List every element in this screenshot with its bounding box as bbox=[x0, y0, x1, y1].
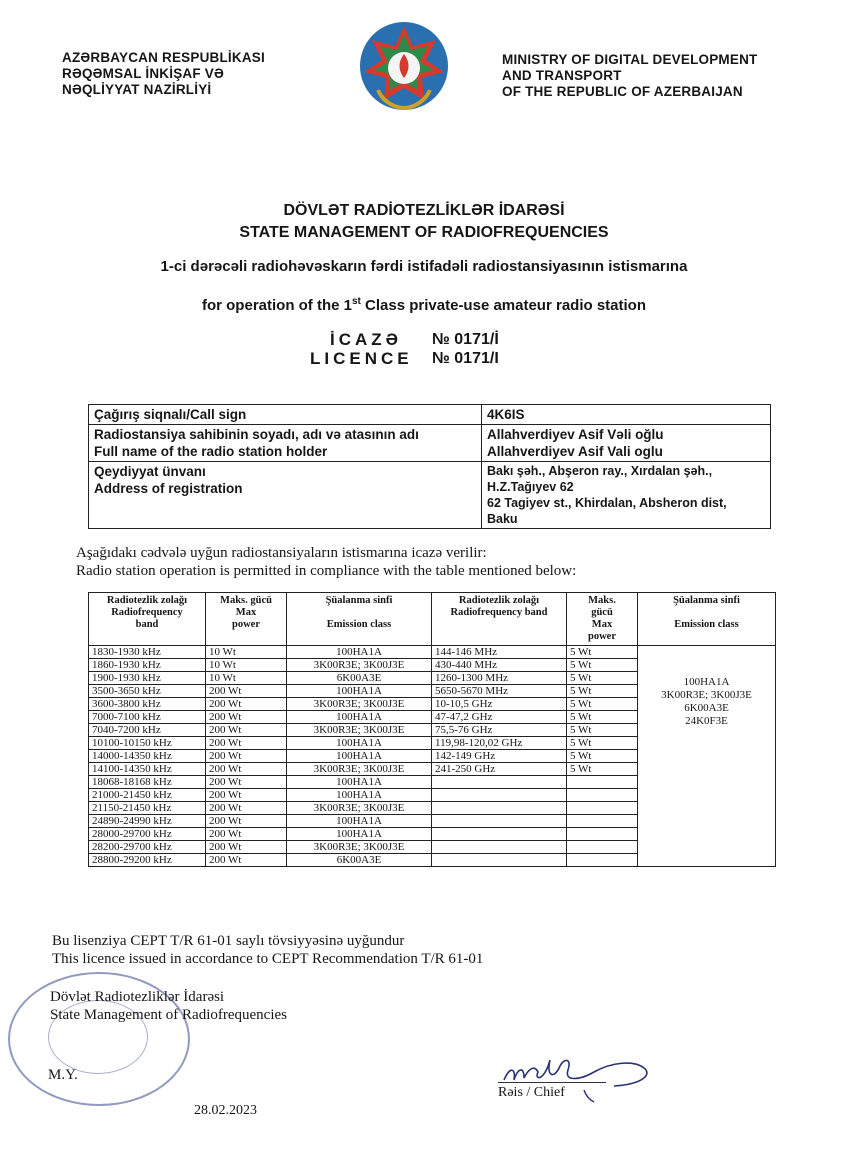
address-line-4: Baku bbox=[487, 512, 518, 526]
hf-power-cell: 200 Wt bbox=[206, 711, 287, 724]
hf-band-cell: 3600-3800 kHz bbox=[89, 698, 206, 711]
vhf-emission-line: 6K00A3E bbox=[684, 702, 729, 714]
holder-name-row bbox=[89, 425, 771, 462]
state-emblem-icon bbox=[358, 20, 450, 112]
vhf-power-cell: 5 Wt bbox=[567, 672, 638, 685]
vhf-power-cell: 5 Wt bbox=[567, 646, 638, 659]
footer-org-en: State Management of Radiofrequencies bbox=[50, 1007, 287, 1023]
hf-power-cell: 200 Wt bbox=[206, 854, 287, 867]
hf-band-cell: 7000-7100 kHz bbox=[89, 711, 206, 724]
col-power2-line-4: power bbox=[588, 631, 616, 642]
vhf-power-cell-empty bbox=[567, 828, 638, 841]
col-power2-line-1: Maks. bbox=[588, 595, 616, 606]
hf-band-cell: 24890-24990 kHz bbox=[89, 815, 206, 828]
hf-power-cell: 200 Wt bbox=[206, 763, 287, 776]
col-band-line-2: Radiofrequency bbox=[111, 607, 183, 618]
vhf-power-cell-empty bbox=[567, 815, 638, 828]
hf-emission-cell: 100HA1A bbox=[287, 646, 432, 659]
hf-emission-cell: 100HA1A bbox=[287, 750, 432, 763]
licence-word-en: LICENCE bbox=[310, 349, 413, 368]
hf-power-cell: 200 Wt bbox=[206, 828, 287, 841]
footer-org bbox=[50, 988, 287, 1024]
hf-emission-cell: 100HA1A bbox=[287, 776, 432, 789]
hf-power-cell: 200 Wt bbox=[206, 841, 287, 854]
vhf-band-cell-empty bbox=[432, 789, 567, 802]
hf-band-cell: 1860-1930 kHz bbox=[89, 659, 206, 672]
cept-note bbox=[52, 932, 483, 968]
hf-band-cell: 28800-29200 kHz bbox=[89, 854, 206, 867]
permission-text bbox=[76, 544, 576, 580]
licence-number-en: № 0171/I bbox=[432, 350, 499, 367]
col-power2-line-3: Max bbox=[591, 619, 613, 630]
hf-power-cell: 200 Wt bbox=[206, 750, 287, 763]
hf-power-cell: 200 Wt bbox=[206, 737, 287, 750]
address-label-en: Address of registration bbox=[94, 481, 243, 496]
col-emission2-en: Emission class bbox=[674, 619, 739, 630]
vhf-emission-line: 3K00R3E; 3K00J3E bbox=[661, 689, 752, 701]
vhf-power-cell: 5 Wt bbox=[567, 685, 638, 698]
holder-name-label bbox=[89, 425, 482, 462]
table-row bbox=[89, 646, 776, 659]
licence-word-az: İCAZƏ bbox=[330, 330, 403, 349]
hf-emission-cell: 3K00R3E; 3K00J3E bbox=[287, 724, 432, 737]
address-value bbox=[482, 462, 771, 529]
hf-band-cell: 28200-29700 kHz bbox=[89, 841, 206, 854]
vhf-power-cell-empty bbox=[567, 776, 638, 789]
footer-org-az: Dövlət Radiotezliklər İdarəsi bbox=[50, 989, 225, 1005]
seal-place-mark: M.Y. bbox=[48, 1067, 78, 1083]
address-line-1: Bakı şəh., Abşeron ray., Xırdalan şəh., bbox=[487, 464, 713, 478]
address-label bbox=[89, 462, 482, 529]
hf-band-cell: 14100-14350 kHz bbox=[89, 763, 206, 776]
col-power2 bbox=[567, 593, 638, 646]
address-label-az: Qeydiyyat ünvanı bbox=[94, 464, 206, 479]
col-band2 bbox=[432, 593, 567, 646]
hf-band-cell: 1900-1930 kHz bbox=[89, 672, 206, 685]
col-band2-line-2: Radiofrequency band bbox=[450, 607, 548, 618]
header-left-line-1: AZƏRBAYCAN RESPUBLİKASI bbox=[62, 50, 265, 65]
vhf-band-cell-empty bbox=[432, 854, 567, 867]
hf-power-cell: 200 Wt bbox=[206, 685, 287, 698]
purpose-en-sup: st bbox=[351, 296, 361, 307]
vhf-power-cell-empty bbox=[567, 789, 638, 802]
vhf-band-cell-empty bbox=[432, 776, 567, 789]
holder-name-label-en: Full name of the radio station holder bbox=[94, 444, 328, 459]
cept-note-en: This licence issued in accordance to CEPT Recommendation T/R 61-01 bbox=[52, 951, 484, 967]
col-emission bbox=[287, 593, 432, 646]
header-left-line-2: RƏQƏMSAL İNKİŞAF VƏ bbox=[62, 66, 224, 81]
frequency-band-table bbox=[88, 592, 776, 867]
signature-line bbox=[498, 1082, 606, 1083]
hf-band-cell: 7040-7200 kHz bbox=[89, 724, 206, 737]
purpose-en-post: Class private-use amateur radio station bbox=[360, 297, 646, 314]
vhf-band-cell-empty bbox=[432, 828, 567, 841]
purpose-en bbox=[0, 296, 848, 314]
col-power2-line-2: gücü bbox=[591, 607, 613, 618]
vhf-band-cell-empty bbox=[432, 815, 567, 828]
header-left-line-3: NƏQLİYYAT NAZİRLİYİ bbox=[62, 82, 212, 97]
band-table-header bbox=[89, 593, 776, 646]
vhf-band-cell: 47-47,2 GHz bbox=[432, 711, 567, 724]
permission-text-az: Aşağıdakı cədvələ uyğun radiostansiyaların istismarına icazə verilir: bbox=[76, 545, 487, 561]
vhf-emission-line: 100HA1A bbox=[683, 676, 730, 688]
vhf-band-cell: 241-250 GHz bbox=[432, 763, 567, 776]
call-sign-label: Çağırış siqnalı/Call sign bbox=[89, 405, 482, 425]
hf-power-cell: 200 Wt bbox=[206, 789, 287, 802]
agency-title-az: DÖVLƏT RADİOTEZLİKLƏR İDARƏSİ bbox=[283, 202, 565, 219]
hf-emission-cell: 3K00R3E; 3K00J3E bbox=[287, 698, 432, 711]
hf-band-cell: 10100-10150 kHz bbox=[89, 737, 206, 750]
holder-name-az: Allahverdiyev Asif Vəli oğlu bbox=[487, 427, 664, 442]
vhf-band-cell-empty bbox=[432, 841, 567, 854]
col-power-line-3: power bbox=[232, 619, 260, 630]
header-left bbox=[62, 50, 265, 98]
hf-emission-cell: 100HA1A bbox=[287, 828, 432, 841]
col-power-line-1: Maks. gücü bbox=[220, 595, 272, 606]
header-right-line-2: AND TRANSPORT bbox=[502, 68, 622, 83]
vhf-power-cell: 5 Wt bbox=[567, 698, 638, 711]
address-line-2: H.Z.Tağıyev 62 bbox=[487, 480, 574, 494]
vhf-power-cell: 5 Wt bbox=[567, 711, 638, 724]
hf-emission-cell: 100HA1A bbox=[287, 737, 432, 750]
hf-power-cell: 200 Wt bbox=[206, 724, 287, 737]
agency-title bbox=[0, 200, 848, 244]
hf-power-cell: 10 Wt bbox=[206, 659, 287, 672]
vhf-power-cell-empty bbox=[567, 854, 638, 867]
col-emission2 bbox=[638, 593, 776, 646]
hf-emission-cell: 3K00R3E; 3K00J3E bbox=[287, 763, 432, 776]
vhf-band-cell: 144-146 MHz bbox=[432, 646, 567, 659]
call-sign-value: 4K6IS bbox=[482, 405, 771, 425]
header-right-line-3: OF THE REPUBLIC OF AZERBAIJAN bbox=[502, 84, 743, 99]
call-sign-row bbox=[89, 405, 771, 425]
hf-band-cell: 28000-29700 kHz bbox=[89, 828, 206, 841]
hf-band-cell: 21000-21450 kHz bbox=[89, 789, 206, 802]
hf-band-cell: 14000-14350 kHz bbox=[89, 750, 206, 763]
holder-name-label-az: Radiostansiya sahibinin soyadı, adı və atasının adı bbox=[94, 427, 419, 442]
hf-emission-cell: 6K00A3E bbox=[287, 672, 432, 685]
col-emission-en: Emission class bbox=[326, 619, 392, 630]
hf-band-cell: 3500-3650 kHz bbox=[89, 685, 206, 698]
vhf-band-cell: 119,98-120,02 GHz bbox=[432, 737, 567, 750]
hf-emission-cell: 3K00R3E; 3K00J3E bbox=[287, 802, 432, 815]
hf-emission-cell: 100HA1A bbox=[287, 789, 432, 802]
address-row bbox=[89, 462, 771, 529]
vhf-band-cell: 75,5-76 GHz bbox=[432, 724, 567, 737]
vhf-band-cell: 1260-1300 MHz bbox=[432, 672, 567, 685]
holder-info-table bbox=[88, 404, 771, 529]
hf-band-cell: 21150-21450 kHz bbox=[89, 802, 206, 815]
hf-emission-cell: 3K00R3E; 3K00J3E bbox=[287, 659, 432, 672]
vhf-power-cell: 5 Wt bbox=[567, 659, 638, 672]
issue-date: 28.02.2023 bbox=[194, 1103, 257, 1118]
hf-power-cell: 10 Wt bbox=[206, 672, 287, 685]
hf-emission-cell: 100HA1A bbox=[287, 711, 432, 724]
vhf-power-cell: 5 Wt bbox=[567, 750, 638, 763]
holder-name-value bbox=[482, 425, 771, 462]
col-power bbox=[206, 593, 287, 646]
permission-text-en: Radio station operation is permitted in compliance with the table mentioned below: bbox=[76, 563, 577, 579]
hf-power-cell: 10 Wt bbox=[206, 646, 287, 659]
vhf-band-cell: 5650-5670 MHz bbox=[432, 685, 567, 698]
purpose-en-pre: for operation of the 1 bbox=[201, 297, 352, 314]
hf-power-cell: 200 Wt bbox=[206, 776, 287, 789]
agency-title-en: STATE MANAGEMENT OF RADIOFREQUENCIES bbox=[239, 224, 609, 241]
hf-power-cell: 200 Wt bbox=[206, 802, 287, 815]
hf-band-cell: 18068-18168 kHz bbox=[89, 776, 206, 789]
col-emission2-az: Şüalanma sinfi bbox=[673, 595, 740, 606]
hf-band-cell: 1830-1930 kHz bbox=[89, 646, 206, 659]
cept-note-az: Bu lisenziya CEPT T/R 61-01 saylı tövsiyyəsinə uyğundur bbox=[52, 933, 405, 949]
vhf-power-cell-empty bbox=[567, 841, 638, 854]
vhf-power-cell: 5 Wt bbox=[567, 737, 638, 750]
vhf-band-cell: 10-10,5 GHz bbox=[432, 698, 567, 711]
vhf-band-cell-empty bbox=[432, 802, 567, 815]
col-power-line-2: Max bbox=[235, 607, 257, 618]
vhf-band-cell: 430-440 MHz bbox=[432, 659, 567, 672]
hf-emission-cell: 100HA1A bbox=[287, 815, 432, 828]
hf-power-cell: 200 Wt bbox=[206, 815, 287, 828]
col-band-line-3: band bbox=[135, 619, 159, 630]
vhf-emission-line: 24K0F3E bbox=[685, 715, 728, 727]
header-right-line-1: MINISTRY OF DIGITAL DEVELOPMENT bbox=[502, 52, 758, 67]
licence-number-az: № 0171/İ bbox=[432, 331, 499, 348]
hf-emission-cell: 6K00A3E bbox=[287, 854, 432, 867]
hf-emission-cell: 100HA1A bbox=[287, 685, 432, 698]
holder-name-en: Allahverdiyev Asif Vali oglu bbox=[487, 444, 663, 459]
purpose-az: 1-ci dərəcəli radiohəvəskarın fərdi istifadəli radiostansiyasının istismarına bbox=[160, 258, 688, 275]
header-right bbox=[502, 52, 757, 100]
hf-emission-cell: 3K00R3E; 3K00J3E bbox=[287, 841, 432, 854]
vhf-band-cell: 142-149 GHz bbox=[432, 750, 567, 763]
chief-title: Rəis / Chief bbox=[498, 1085, 565, 1100]
vhf-power-cell-empty bbox=[567, 802, 638, 815]
address-line-3: 62 Tagiyev st., Khirdalan, Absheron dist, bbox=[487, 496, 727, 510]
col-band2-line-1: Radiotezlik zolağı bbox=[458, 595, 540, 606]
col-band-line-1: Radiotezlik zolağı bbox=[106, 595, 188, 606]
vhf-power-cell: 5 Wt bbox=[567, 724, 638, 737]
vhf-power-cell: 5 Wt bbox=[567, 763, 638, 776]
band-table-body bbox=[89, 646, 776, 867]
col-band bbox=[89, 593, 206, 646]
col-emission-az: Şüalanma sinfi bbox=[325, 595, 393, 606]
hf-power-cell: 200 Wt bbox=[206, 698, 287, 711]
vhf-emission-cell bbox=[638, 646, 776, 867]
